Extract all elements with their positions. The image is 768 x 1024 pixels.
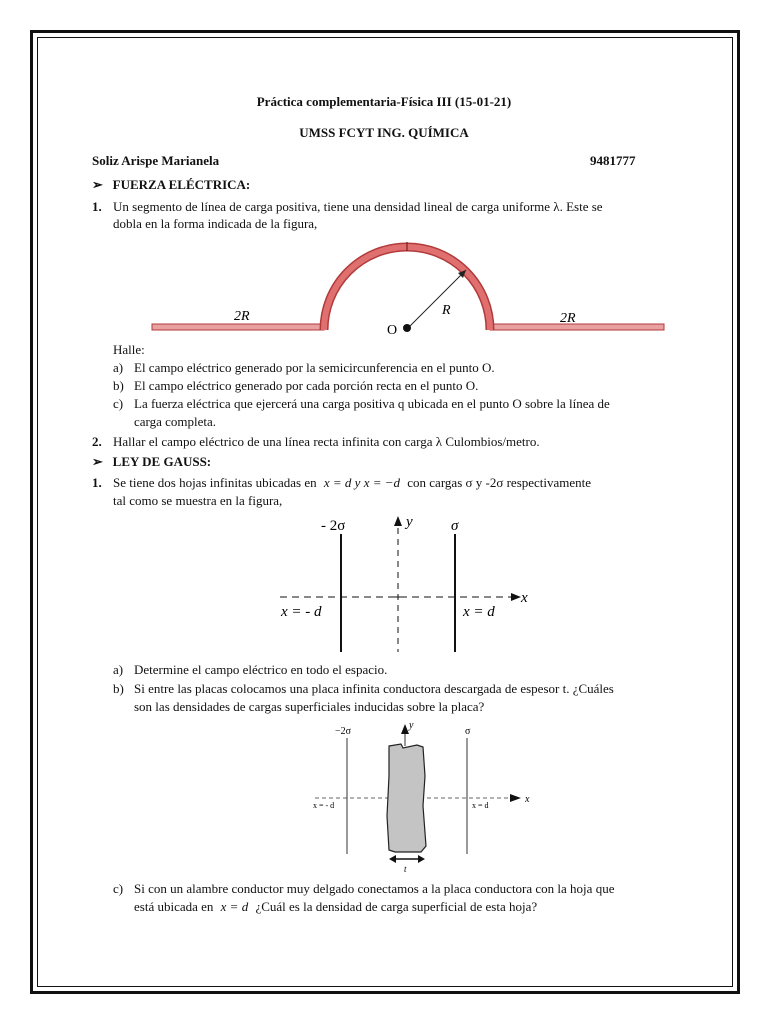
left-straight-segment [152,324,324,330]
section-gauss-heading: ➢ LEY DE GAUSS: [92,454,212,469]
x-label: x [521,590,528,606]
student-id: 9481777 [590,153,636,168]
question-number: 1. [92,199,102,214]
y-label: y [406,514,413,530]
right-sigma-label: σ [451,518,459,534]
list-item-letter: c) [113,396,124,411]
y-axis-arrowhead [401,724,409,734]
list-item-text: está ubicada en x = d ¿Cuál es la densidad de carga superficial de esta hoja? [134,899,538,914]
charged-line-figure [140,238,670,338]
left-sigma-label: - 2σ [321,518,346,534]
point-o-label: O [387,323,398,338]
list-item-letter: a) [113,662,124,677]
y-axis-arrowhead [394,516,402,526]
list-item-text: Si entre las placas colocamos una placa infinita conductora descargada de espesor t. ¿Cuáles [134,681,614,696]
list-item-text: son las densidades de cargas superficiales inducidas sobre la placa? [134,699,485,714]
section-fuerza-heading: ➢ FUERZA ELÉCTRICA: [92,177,251,192]
semicircle-segment [324,247,490,330]
conductor-slab [387,744,426,852]
question-text: tal como se muestra en la figura, [113,493,283,508]
list-item-text: Si con un alambre conductor muy delgado conectamos a la placa conductora con la hoja que [134,881,615,896]
question-text: Hallar el campo eléctrico de una línea recta infinita con carga λ Culombios/metro. [113,434,540,449]
math-expression: x = d y x = −d [323,475,401,490]
list-item-letter: b) [113,378,124,393]
right-x-label: x = d [463,604,495,620]
conductor-slab-figure [305,716,535,876]
radius-line [410,270,466,326]
student-name: Soliz Arispe Marianela [92,153,220,168]
left-sigma-label: −2σ [335,726,352,737]
question-text: Un segmento de línea de carga positiva, tiene una densidad lineal de carga uniforme λ. Este se [113,199,603,214]
x-axis-arrowhead [511,593,521,601]
left-x-label: x = - d [281,604,322,620]
y-label: y [409,720,414,731]
question-number: 2. [92,434,102,449]
list-item-letter: a) [113,360,124,375]
list-item-text: El campo eléctrico generado por cada porción recta en el punto O. [134,378,479,393]
list-item-letter: b) [113,681,124,696]
left-length-label: 2R [234,309,250,324]
arrow-bullet-icon: ➢ [92,454,103,469]
arrow-bullet-icon: ➢ [92,177,103,192]
radius-label: R [442,303,451,318]
list-item-letter: c) [113,881,124,896]
x-axis-arrowhead [510,794,521,802]
thickness-label: t [404,864,407,874]
question-number: 1. [92,475,102,490]
question-text: Se tiene dos hojas infinitas ubicadas en x = d y x = −d con cargas σ y -2σ respectivamente [113,475,592,490]
center-point-o [403,324,411,332]
halle-label: Halle: [113,342,145,357]
x-label: x [525,794,530,805]
right-straight-segment [490,324,664,330]
right-x-label: x = d [472,801,489,810]
document-title: Práctica complementaria-Física III (15-01-21) [256,94,512,109]
two-sheets-figure [275,512,540,657]
right-length-label: 2R [560,311,576,326]
right-sigma-label: σ [465,726,471,737]
question-text: dobla en la forma indicada de la figura, [113,216,318,231]
list-item-text: carga completa. [134,414,217,429]
left-x-label: x = - d [313,801,335,810]
list-item-text: El campo eléctrico generado por la semicircunferencia en el punto O. [134,360,495,375]
document-subtitle: UMSS FCYT ING. QUÍMICA [299,125,469,140]
math-expression: x = d [220,899,249,914]
list-item-text: Determine el campo eléctrico en todo el espacio. [134,662,388,677]
list-item-text: La fuerza eléctrica que ejercerá una carga positiva q ubicada en el punto O sobre la línea de [134,396,610,411]
